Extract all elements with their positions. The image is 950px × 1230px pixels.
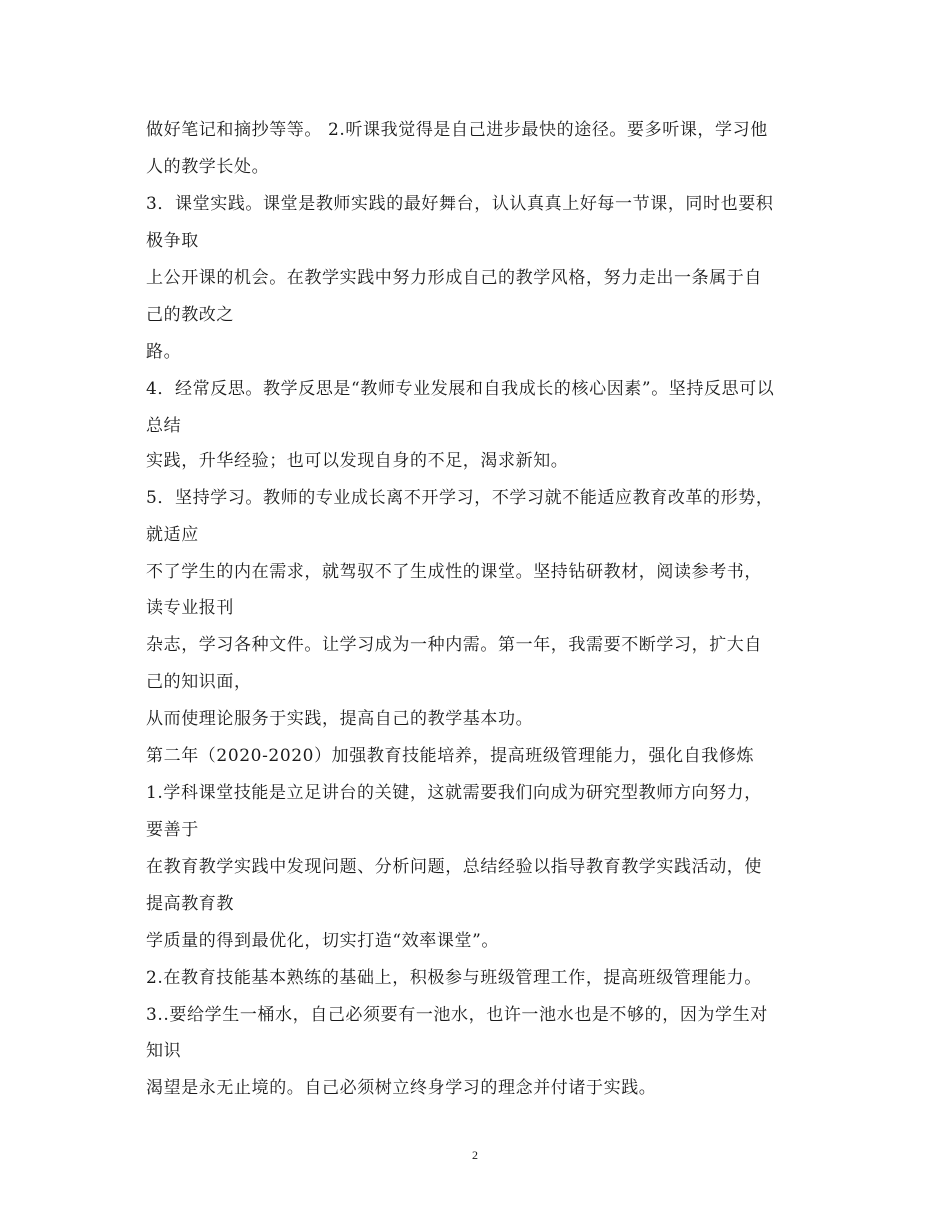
text-line: 学质量的得到最优化，切实打造“效率课堂”。 <box>146 931 499 951</box>
text-line: 提高教育教 <box>146 894 234 914</box>
text-line: 渴望是永无止境的。自己必须树立终身学习的理念并付诸于实践。 <box>146 1078 657 1098</box>
text-line: 极争取 <box>146 231 199 251</box>
text-line: 人的教学长处。 <box>146 157 270 177</box>
text-line: 从而使理论服务于实践，提高自己的教学基本功。 <box>146 709 534 729</box>
text-line: 5．坚持学习。教师的专业成长离不开学习，不学习就不能适应教育改革的形势， <box>146 488 774 508</box>
text-line: 不了学生的内在需求，就驾驭不了生成性的课堂。坚持钻研教材，阅读参考书， <box>146 562 762 582</box>
section-heading: 第二年（2020-2020）加强教育技能培养，提高班级管理能力，强化自我修炼 <box>146 746 755 766</box>
text-line: 读专业报刊 <box>146 598 234 618</box>
text-line: 知识 <box>146 1041 182 1061</box>
page-number: 2 <box>472 1148 478 1162</box>
text-line: 要善于 <box>146 820 199 840</box>
text-line: 4．经常反思。教学反思是“教师专业发展和自我成长的核心因素”。坚持反思可以 <box>146 379 775 399</box>
text-line: 2.在教育技能基本熟练的基础上，积极参与班级管理工作，提高班级管理能力。 <box>146 968 762 988</box>
text-line: 路。 <box>146 342 182 362</box>
text-line: 3．课堂实践。课堂是教师实践的最好舞台，认认真真上好每一节课，同时也要积 <box>146 194 774 214</box>
text-line: 己的知识面， <box>146 672 252 692</box>
text-line: 1.学科课堂技能是立足讲台的关键，这就需要我们向成为研究型教师方向努力， <box>146 783 762 803</box>
text-line: 上公开课的机会。在教学实践中努力形成自己的教学风格，努力走出一条属于自 <box>146 268 762 288</box>
text-line: 实践，升华经验；也可以发现自身的不足，渴求新知。 <box>146 451 569 471</box>
text-line: 杂志，学习各种文件。让学习成为一种内需。第一年，我需要不断学习，扩大自 <box>146 635 762 655</box>
text-line: 己的教改之 <box>146 305 234 325</box>
text-line: 做好笔记和摘抄等等。 2.听课我觉得是自己进步最快的途径。要多听课，学习他 <box>146 120 768 140</box>
text-line: 在教育教学实践中发现问题、分析问题，总结经验以指导教育教学实践活动，使 <box>146 857 762 877</box>
text-line: 3..要给学生一桶水，自己必须要有一池水，也许一池水也是不够的，因为学生对 <box>146 1005 768 1025</box>
text-line: 就适应 <box>146 525 199 545</box>
text-line: 总结 <box>146 416 182 436</box>
